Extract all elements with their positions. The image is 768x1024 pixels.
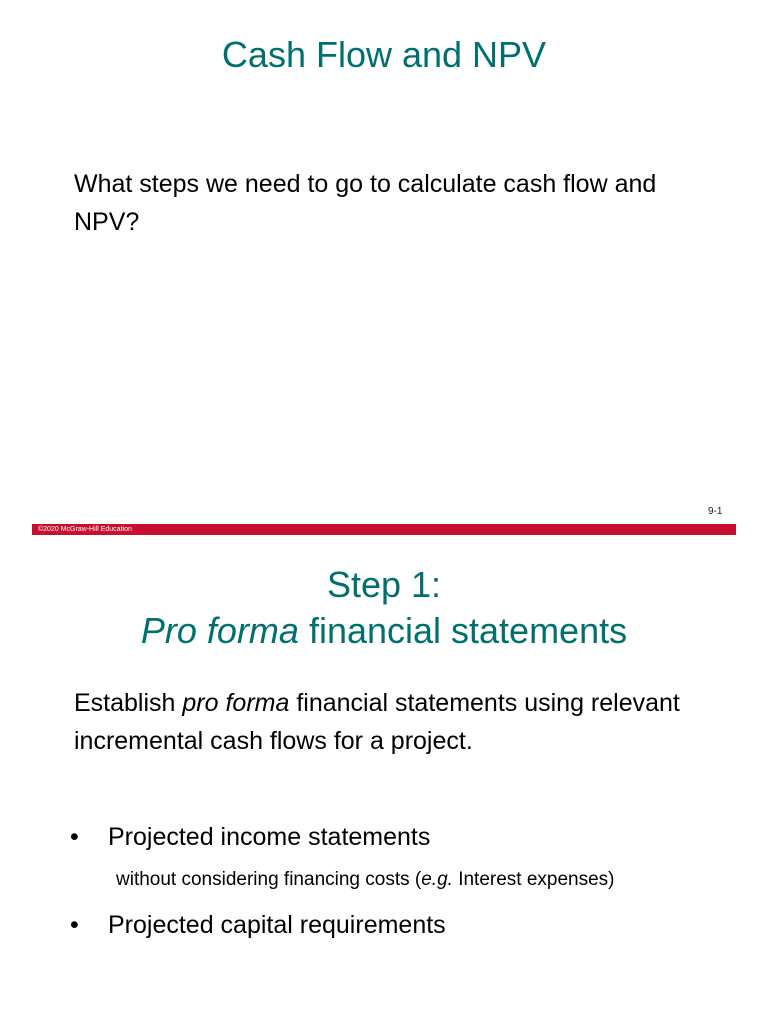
list-item: [70, 908, 730, 942]
bullet-marker: •: [70, 823, 79, 851]
bullet-text: Projected capital requirements: [108, 911, 446, 939]
body-start: Establish: [74, 689, 183, 717]
copyright-text: ©2020 McGraw-Hill Education: [38, 526, 132, 533]
sub-note: [70, 866, 730, 894]
sub-note-end: Interest expenses): [452, 869, 615, 890]
bullet-marker: •: [70, 911, 79, 939]
page-number: 9-1: [708, 506, 723, 517]
slide-question: What steps we need to go to calculate cash flow and NPV?: [74, 170, 657, 236]
slide-body: [74, 684, 724, 760]
bullet-list: [70, 820, 730, 942]
slide-2: [0, 540, 768, 1024]
sub-note-start: without considering financing costs (: [116, 869, 422, 890]
sub-note-italic: e.g.: [421, 869, 453, 890]
title-line-1: Step 1:: [326, 564, 442, 605]
body-rest: financial statements using relevant incremental cash flows for a project.: [74, 689, 680, 755]
list-item: [70, 820, 730, 854]
bullet-text: Projected income statements: [108, 823, 431, 851]
slide-title: [0, 562, 768, 654]
footer-bar: [32, 524, 736, 535]
title-italic-term: Pro forma: [140, 610, 299, 651]
title-rest: financial statements: [298, 610, 628, 651]
slide-title: Cash Flow and NPV: [221, 34, 547, 75]
body-italic-term: pro forma: [182, 689, 290, 717]
title-line-2: [0, 608, 768, 654]
